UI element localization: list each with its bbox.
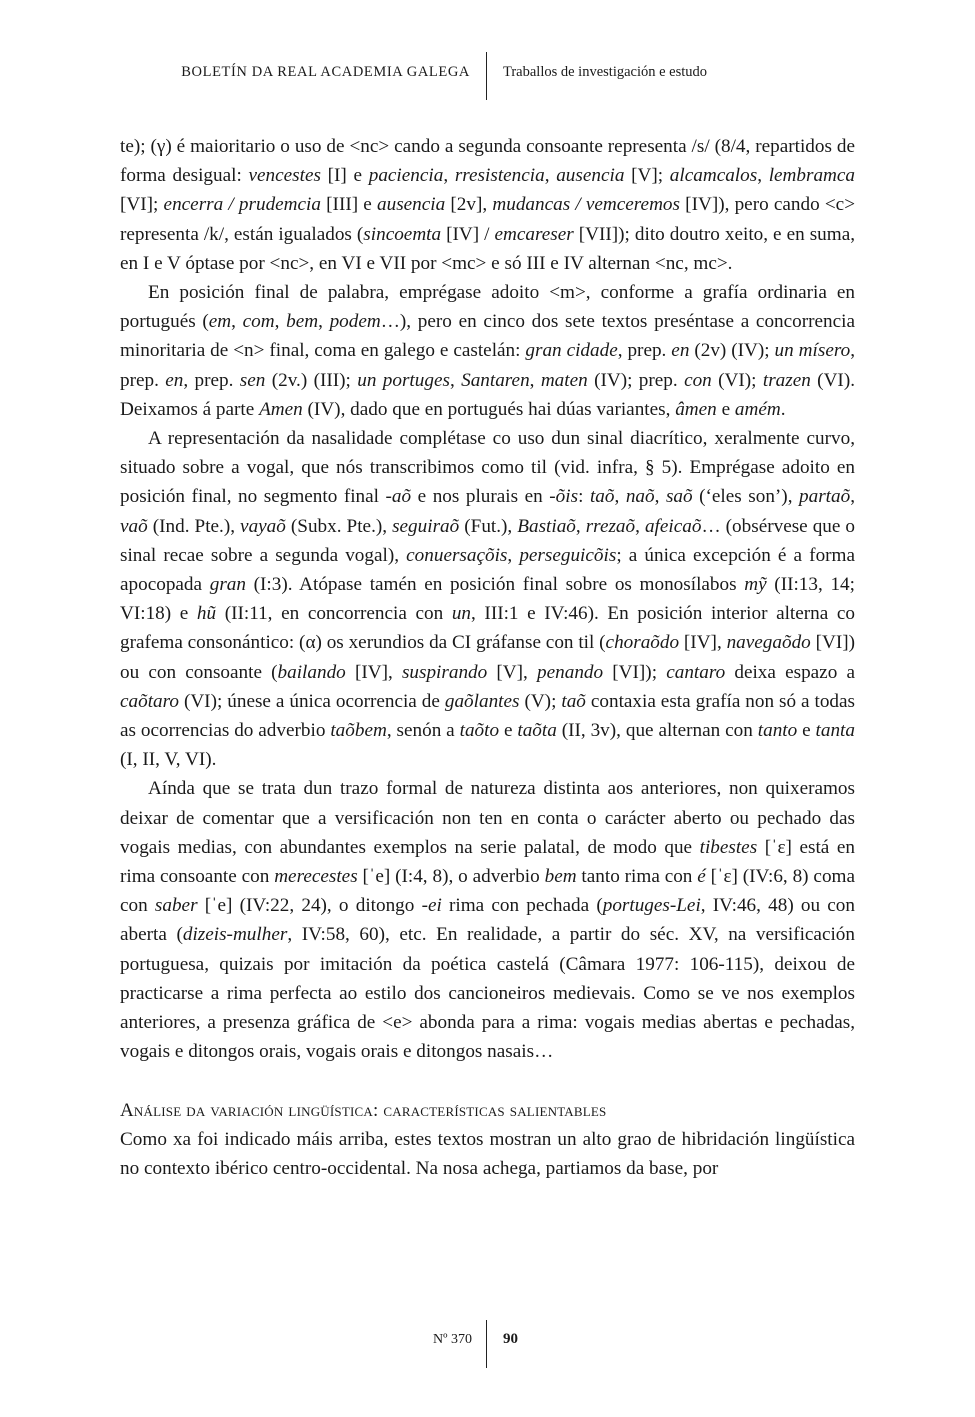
italic-term: suspirando xyxy=(401,661,488,683)
text-run: , xyxy=(529,369,541,391)
italic-term: gran xyxy=(209,574,246,596)
italic-term: saber xyxy=(154,895,198,917)
text-run: e nos plurais en xyxy=(411,486,550,508)
italic-term: dizeis-mulher xyxy=(182,924,288,946)
italic-term: con xyxy=(684,369,712,391)
italic-term: taõ xyxy=(561,690,586,712)
italic-term: taõ xyxy=(589,486,615,508)
issue-number: Nº 370 xyxy=(433,1332,472,1347)
text-run: , IV:58, 60), etc. En realidade, a partir do séc. XV, na versificación portuguesa, quizais por imitación da poética castelá (Câmara 1977: 106-115), deixou de practicarse a rima perfecta ao estilo dos cancioneiros medievais. Como se ve nos exemplos anteriores, a presenza gráfica de <e> abonda para a rima: vogais medias abertas e pechadas, vogais e ditongos orais, vogais orais e ditongos nasais… xyxy=(120,924,855,1063)
italic-term: perseguicõis xyxy=(519,544,617,566)
italic-term: trazen xyxy=(762,369,811,391)
text-run: deixa espazo a xyxy=(725,661,855,683)
text-run: (VI). Deixamos á parte xyxy=(120,369,856,420)
text-run: A representación da nasalidade complétase co uso dun sinal diacrítico, xeralmente curvo, situado sobre a vogal, que nós transcribimos como til (vid. infra, § 5). Emprégase adoito en posición final, no segmento final xyxy=(120,428,855,508)
text-run: (IV), dado que en portugués hai dúas variantes, xyxy=(302,398,676,420)
italic-term: Amen xyxy=(259,398,303,420)
italic-term: portuges-Lei xyxy=(602,895,701,917)
page-footer xyxy=(0,1320,975,1368)
text-run: , xyxy=(614,486,626,508)
paragraph xyxy=(120,774,855,1066)
journal-title: BOLETÍN DA REAL ACADEMIA GALEGA xyxy=(181,64,470,80)
text-run: , xyxy=(274,311,287,333)
italic-term: -õis xyxy=(549,486,579,508)
italic-term: rrezaõ xyxy=(585,515,636,537)
text-run: [V], xyxy=(487,661,538,683)
text-run: (II:11, en concorrencia con xyxy=(216,603,452,625)
italic-term: mudancas / vemceremos xyxy=(492,194,680,216)
text-run: En posición final de palabra, emprégase adoito <m>, conforme a grafía ordinaria en portugués ( xyxy=(120,282,855,333)
text-run: , IV:46, 48) ou con aberta ( xyxy=(120,895,855,946)
text-run: e xyxy=(716,398,735,420)
text-run: e xyxy=(797,720,816,742)
text-run: (Subx. Pte.), xyxy=(285,515,393,537)
text-run: [IV]), pero cando <c> representa /k/, están igualados ( xyxy=(120,194,856,245)
italic-term: lembramca xyxy=(768,165,856,187)
text-run: , xyxy=(507,544,520,566)
text-run: (I:3). Atópase tamén en posición final sobre os monosílabos xyxy=(245,574,745,596)
italic-term: un mísero xyxy=(774,340,851,362)
italic-term: gaõlantes xyxy=(444,690,520,712)
text-run: ; a única excepción é a forma apocopada xyxy=(120,544,855,596)
italic-term: em xyxy=(208,311,232,333)
text-run: , xyxy=(443,165,455,187)
italic-term: un xyxy=(451,603,472,625)
page-number: 90 xyxy=(503,1331,518,1347)
italic-term: -ei xyxy=(421,895,442,917)
italic-term: un portuges xyxy=(357,369,450,391)
italic-term: seguiraõ xyxy=(392,515,460,537)
text-run: (II:13, 14; VI:18) e xyxy=(120,574,855,625)
text-run: (II, 3v), que alternan con xyxy=(556,720,758,742)
italic-term: taõto xyxy=(459,720,500,742)
italic-term: -aõ xyxy=(385,486,412,508)
italic-term: saõ xyxy=(665,486,693,508)
italic-term: navegaõdo xyxy=(726,632,811,654)
italic-term: emcareser xyxy=(494,223,574,245)
italic-term: en xyxy=(165,369,184,391)
italic-term: Santaren xyxy=(461,369,530,391)
italic-term: tibestes xyxy=(699,836,758,858)
text-run: , prep. xyxy=(617,340,672,362)
italic-term: choraõdo xyxy=(605,632,680,654)
italic-term: maten xyxy=(540,369,588,391)
text-run: (2v.) (III); xyxy=(265,369,358,391)
text-run: (Ind. Pte.), xyxy=(147,515,241,537)
text-run: , xyxy=(231,311,243,333)
italic-term: âmen xyxy=(675,398,717,420)
text-run: , III:1 e IV:46). En posición interior alterna co grafema consonántico: (α) os xerundios da CI gráfanse con til ( xyxy=(120,603,855,654)
section-heading: Análise da variación lingüística: características salientables xyxy=(120,1099,607,1121)
italic-term: bem xyxy=(286,311,319,333)
footer-divider xyxy=(486,1320,487,1368)
italic-term: gran cidade xyxy=(525,340,618,362)
text-run: , prep. xyxy=(183,369,240,391)
text-run: [VII]); dito doutro xeito, e en suma, en I e V óptase por <nc>, en VI e VII por <mc> e só III e IV alternan <nc, mc>. xyxy=(120,223,856,274)
text-run: contaxia esta grafía non só a todas as ocorrencias do adverbio xyxy=(120,690,856,742)
paragraph: Como xa foi indicado máis arriba, estes textos mostran un alto grao de hibridación lingüística no contexto ibérico centro-occidental. Na nosa achega, partiamos da base, por xyxy=(120,1128,855,1179)
italic-term: encerra / prudemcia xyxy=(163,194,321,216)
text-run: [VI]; xyxy=(120,194,164,216)
running-header xyxy=(0,52,975,100)
italic-term: sincoemta xyxy=(363,223,442,245)
text-run: , xyxy=(850,486,856,508)
text-run: [III] e xyxy=(320,194,378,216)
text-run: , prep. xyxy=(120,340,855,391)
text-run: , senón a xyxy=(386,720,460,742)
text-run: [IV], xyxy=(679,632,727,654)
italic-term: tanta xyxy=(815,720,855,742)
text-run: e xyxy=(499,720,518,742)
text-run: [2v], xyxy=(445,194,493,216)
text-run: (2v) (IV); xyxy=(689,340,775,362)
text-run: [IV] / xyxy=(441,223,495,245)
italic-term: taõta xyxy=(517,720,557,742)
text-run: …), pero en cinco dos sete textos preséntase a concorrencia minoritaria de <n> final, coma en galego e castelán: xyxy=(120,311,855,362)
text-run: , xyxy=(544,165,557,187)
italic-term: rresistencia xyxy=(454,165,545,187)
text-run: , xyxy=(757,165,769,187)
italic-term: vayaõ xyxy=(240,515,286,537)
text-run: tanto rima con xyxy=(576,866,698,888)
italic-term: en xyxy=(671,340,690,362)
text-run: [ˈe] (I:4, 8), o adverbio xyxy=(357,866,545,888)
text-run: (IV); prep. xyxy=(587,369,685,391)
text-run: [ˈe] (IV:22, 24), o ditongo xyxy=(197,895,422,917)
text-run: [VI]) ou con consoante ( xyxy=(120,632,855,683)
italic-term: bem xyxy=(544,866,577,888)
italic-term: Bastiaõ xyxy=(517,515,576,537)
italic-term: taõbem xyxy=(330,720,387,742)
text-run: , xyxy=(575,515,586,537)
text-run: (I, II, V, VI). xyxy=(120,749,217,771)
paragraphs xyxy=(120,132,855,1067)
text-run: . xyxy=(780,398,786,420)
text-run: te); (γ) é maioritario o uso de <nc> cando a segunda consoante representa /s/ (8/4, repartidos de forma desigual: xyxy=(120,136,855,187)
text-run: (‘eles son’), xyxy=(692,486,800,508)
text-run: (VI); únese a única ocorrencia de xyxy=(178,690,445,712)
italic-term: com xyxy=(242,311,275,333)
italic-term: vaõ xyxy=(120,515,148,537)
italic-term: ausencia xyxy=(556,165,625,187)
text-run: Aínda que se trata dun trazo formal de natureza distinta aos anteriores, non quixeramos deixar de comentar que a versificación non ten en conta o carácter aberto ou pechado das vogais medias, con abundantes exemplos na serie palatal, de modo que xyxy=(120,778,855,858)
italic-term: tanto xyxy=(757,720,798,742)
text-run: (Fut.), xyxy=(459,515,518,537)
italic-term: é xyxy=(697,866,706,888)
italic-term: amém xyxy=(734,398,781,420)
text-run: : xyxy=(578,486,590,508)
text-run: [IV], xyxy=(345,661,402,683)
text-run: [V]; xyxy=(624,165,670,187)
italic-term: naõ xyxy=(625,486,655,508)
italic-term: bailando xyxy=(277,661,346,683)
text-run: [ˈɛ] (IV:6, 8) coma con xyxy=(120,866,855,917)
italic-term: alcamcalos xyxy=(669,165,758,187)
text-run: [I] e xyxy=(320,165,369,187)
text-run: … (obsérvese que o sinal recae sobre a segunda vogal), xyxy=(120,515,856,566)
paragraph xyxy=(120,424,855,774)
italic-term: merecestes xyxy=(274,866,358,888)
text-run: (VI); xyxy=(711,369,763,391)
italic-term: caõtaro xyxy=(120,690,179,712)
text-run: [ˈɛ] está en rima consoante con xyxy=(120,836,855,888)
italic-term: vencestes xyxy=(248,165,321,187)
italic-term: afeicaõ xyxy=(644,515,702,537)
italic-term: paciencia xyxy=(368,165,444,187)
text-run: , xyxy=(654,486,666,508)
paragraph xyxy=(120,278,855,424)
text-run: (V); xyxy=(519,690,562,712)
header-divider xyxy=(486,52,487,100)
italic-term: mỹ xyxy=(744,574,767,596)
italic-term: hũ xyxy=(196,603,217,625)
italic-term: cantaro xyxy=(666,661,726,683)
text-run: [VI]); xyxy=(603,661,667,683)
section-title: Traballos de investigación e estudo xyxy=(503,64,708,80)
text-run: , xyxy=(318,311,330,333)
italic-term: sen xyxy=(239,369,266,391)
paragraph xyxy=(120,132,855,278)
italic-term: podem xyxy=(329,311,381,333)
text-run: , xyxy=(449,369,462,391)
italic-term: ausencia xyxy=(377,194,446,216)
text-run: rima con pechada ( xyxy=(441,895,603,917)
italic-term: partaõ xyxy=(799,486,851,508)
article-body xyxy=(120,132,855,1183)
italic-term: conuersaçõis xyxy=(406,544,508,566)
italic-term: penando xyxy=(537,661,604,683)
text-run: , xyxy=(635,515,645,537)
